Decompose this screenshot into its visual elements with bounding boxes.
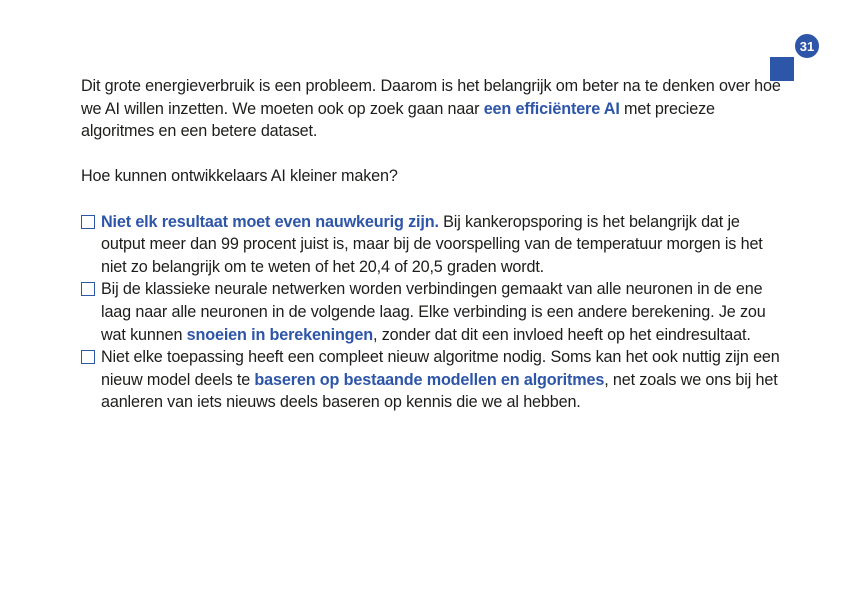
intro-paragraph xyxy=(81,75,781,143)
bullet-highlight: snoeien in berekeningen xyxy=(186,325,374,344)
bullet-text: Bij de klassieke neurale netwerken worden verbindingen gemaakt van alle neuronen in de ene laag naar alle neuronen in de volgende laag. Elke verbinding is een andere berekening. Je zou wat kunnen xyxy=(101,280,766,344)
page-content xyxy=(81,75,781,414)
question: Hoe kunnen ontwikkelaars AI kleiner maken? xyxy=(81,167,398,186)
page-number: 31 xyxy=(793,32,821,60)
bullet-text: Bij kankeropsporing is het belangrijk dat je output meer dan 99 procent juist is, maar bij de voorspelling van de temperatuur morgen is het niet zo belangrijk om te weten of het 20,4 of 20,5 graden wordt. xyxy=(101,212,763,276)
intro-text-end: met precieze algoritmes en een betere dataset. xyxy=(81,99,715,141)
checkbox-icon xyxy=(81,215,95,229)
checkbox-icon xyxy=(81,350,95,364)
bullet-text: , zonder dat dit een invloed heeft op het eindresultaat. xyxy=(373,325,751,344)
bullet-highlight: baseren op bestaande modellen en algoritmes xyxy=(254,370,605,389)
intro-text: Dit grote energieverbruik is een probleem. Daarom is het belangrijk om beter na te denken over hoe we AI willen inzetten. We moeten ook op zoek gaan naar xyxy=(81,77,781,118)
checkbox-icon xyxy=(81,282,95,296)
bullet-highlight: Niet elk resultaat moet even nauwkeurig zijn. xyxy=(101,212,439,231)
intro-highlight: een efficiëntere AI xyxy=(483,99,620,118)
bullet-item xyxy=(81,211,781,279)
bullet-text: , net zoals we ons bij het aanleren van iets nieuws deels baseren op kennis die we al hebben. xyxy=(101,370,778,412)
bullet-list xyxy=(81,211,781,414)
bullet-text: Niet elke toepassing heeft een compleet nieuw algoritme nodig. Soms kan het ook nuttig zijn een nieuw model deels te xyxy=(101,348,780,389)
bullet-item xyxy=(81,278,781,346)
bullet-item xyxy=(81,346,781,414)
